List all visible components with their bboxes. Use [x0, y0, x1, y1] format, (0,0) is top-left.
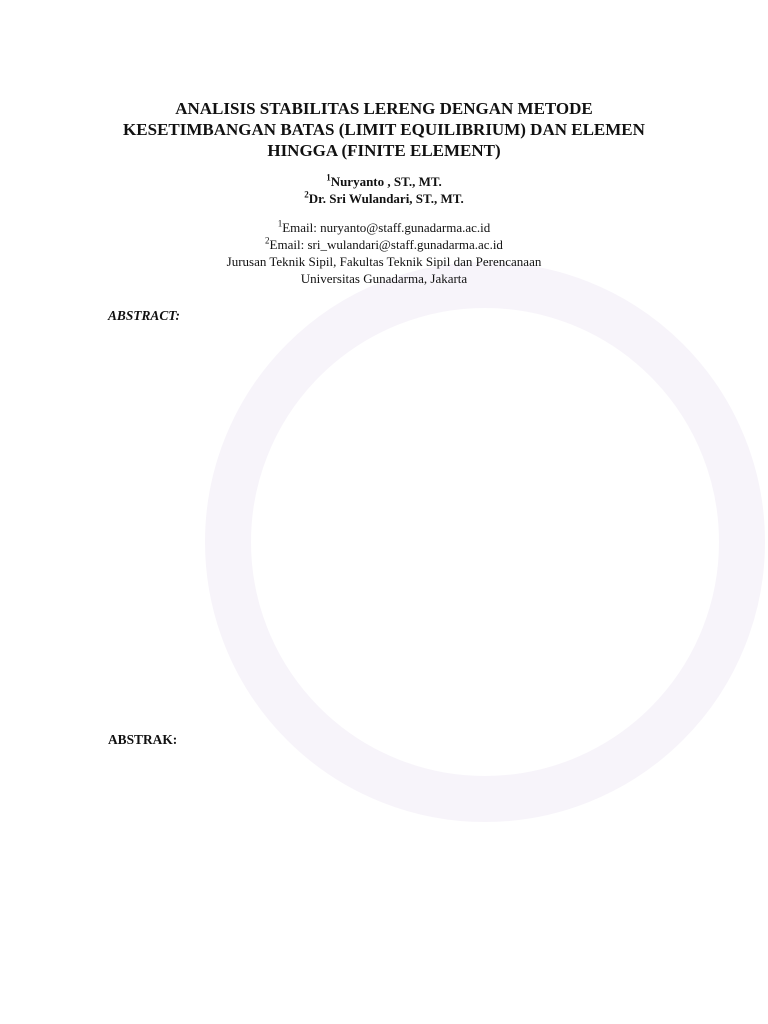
- author-line: $^1$Nuryanto , ST., MT.: [326, 172, 442, 189]
- email-line: $^1$Email: nuryanto@staff.gunadarma.ac.id: [277, 218, 491, 235]
- paper-title: ANALISIS STABILITAS LERENG DENGAN METODE KESETIMBANGAN BATAS (LIMIT EQUILIBRIUM) DAN ELEMEN HINGGA (FINITE ELEMENT): [123, 99, 645, 160]
- abstract-label: ABSTRACT:: [108, 308, 180, 323]
- institution: Universitas Gunadarma, Jakarta: [300, 271, 468, 286]
- abstrak-label: ABSTRAK:: [108, 732, 178, 747]
- author-line: $^2$Dr. Sri Wulandari, ST., MT.: [304, 189, 464, 206]
- author-contact-block: [108, 219, 660, 287]
- indonesian-abstract: [108, 731, 660, 929]
- affiliation: Jurusan Teknik Sipil, Fakultas Teknik Sipil dan Perencanaan: [226, 254, 542, 269]
- paper-content: [108, 98, 660, 929]
- keywords: [108, 679, 660, 715]
- author-list: [108, 173, 660, 207]
- email-line: $^2$Email: sri_wulandari@staff.gunadarma.ac.id: [265, 235, 503, 252]
- english-abstract: [108, 307, 660, 667]
